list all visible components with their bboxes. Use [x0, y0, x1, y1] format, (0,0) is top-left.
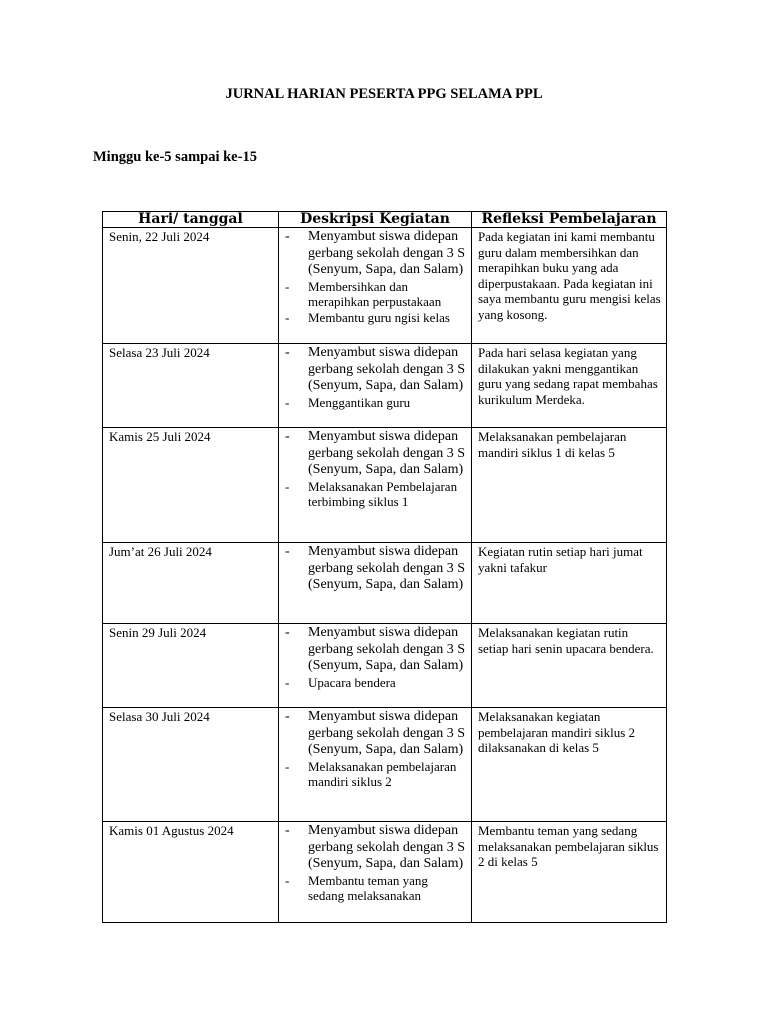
description-cell [279, 624, 472, 708]
activity-item [285, 873, 466, 904]
activity-item [285, 823, 466, 873]
activity-item [285, 479, 466, 510]
activity-list [285, 345, 466, 410]
bullet-dash: - [285, 823, 290, 838]
activity-text: Menyambut siswa didepan gerbang sekolah dengan 3 S (Senyum, Sapa, dan Salam) [308, 709, 466, 757]
description-cell [279, 228, 472, 344]
reflection-cell: Pada hari selasa kegiatan yang dilakukan yakni menggantikan guru yang sedang rapat membahas kurikulum Merdeka. [472, 344, 667, 428]
activity-text: Membantu guru ngisi kelas [308, 309, 450, 325]
activity-item [285, 279, 466, 310]
activity-item [285, 709, 466, 759]
activity-text: Menyambut siswa didepan gerbang sekolah dengan 3 S (Senyum, Sapa, dan Salam) [308, 429, 466, 477]
activity-item [285, 345, 466, 395]
date-cell: Jum’at 26 Juli 2024 [103, 543, 279, 624]
bullet-dash: - [285, 709, 290, 724]
activity-list [285, 709, 466, 790]
table-row [103, 543, 667, 624]
activity-item [285, 429, 466, 479]
activity-list [285, 229, 466, 325]
table-row [103, 344, 667, 428]
reflection-cell: Melaksanakan pembelajaran mandiri siklus 1 di kelas 5 [472, 428, 667, 543]
activity-list [285, 823, 466, 904]
document-title: JURNAL HARIAN PESERTA PPG SELAMA PPL [225, 86, 543, 102]
activity-text: Menggantikan guru [308, 394, 411, 410]
table-row [103, 624, 667, 708]
reflection-cell: Membantu teman yang sedang melaksanakan pembelajaran siklus 2 di kelas 5 [472, 822, 667, 923]
activity-text: Membersihkan dan merapihkan perpustakaan [308, 278, 442, 309]
bullet-dash: - [285, 345, 290, 360]
activity-text: Menyambut siswa didepan gerbang sekolah dengan 3 S (Senyum, Sapa, dan Salam) [308, 345, 466, 393]
journal-table-header [103, 212, 667, 228]
week-range-subtitle: Minggu ke-5 sampai ke-15 [93, 149, 257, 165]
table-row [103, 708, 667, 822]
activity-text: Upacara bendera [308, 674, 396, 690]
activity-item [285, 544, 466, 594]
activity-text: Melaksanakan pembelajaran mandiri siklus 2 [308, 758, 457, 789]
activity-item [285, 395, 466, 411]
date-cell: Kamis 01 Agustus 2024 [103, 822, 279, 923]
table-row [103, 822, 667, 923]
description-cell [279, 543, 472, 624]
activity-text: Melaksanakan Pembelajaran terbimbing siklus 1 [308, 478, 458, 509]
reflection-cell: Melaksanakan kegiatan pembelajaran mandiri siklus 2 dilaksanakan di kelas 5 [472, 708, 667, 822]
bullet-dash: - [285, 674, 290, 690]
journal-table [102, 211, 667, 923]
journal-table-body [103, 228, 667, 923]
activity-text: Membantu teman yang sedang melaksanakan [308, 872, 428, 903]
date-cell: Selasa 30 Juli 2024 [103, 708, 279, 822]
bullet-dash: - [285, 872, 290, 888]
description-cell [279, 822, 472, 923]
table-row [103, 228, 667, 344]
activity-list [285, 625, 466, 690]
activity-item [285, 625, 466, 675]
description-cell [279, 344, 472, 428]
activity-item [285, 675, 466, 691]
bullet-dash: - [285, 394, 290, 410]
bullet-dash: - [285, 625, 290, 640]
header-row [103, 212, 667, 228]
activity-text: Menyambut siswa didepan gerbang sekolah dengan 3 S (Senyum, Sapa, dan Salam) [308, 544, 466, 592]
activity-list [285, 429, 466, 510]
table-row [103, 428, 667, 543]
bullet-dash: - [285, 429, 290, 444]
header-description: Deskripsi Kegiatan [279, 212, 472, 228]
description-cell [279, 428, 472, 543]
bullet-dash: - [285, 478, 290, 494]
date-cell: Selasa 23 Juli 2024 [103, 344, 279, 428]
bullet-dash: - [285, 278, 290, 294]
activity-item [285, 759, 466, 790]
bullet-dash: - [285, 309, 290, 325]
activity-text: Menyambut siswa didepan gerbang sekolah dengan 3 S (Senyum, Sapa, dan Salam) [308, 625, 466, 673]
description-cell [279, 708, 472, 822]
bullet-dash: - [285, 544, 290, 559]
activity-text: Menyambut siswa didepan gerbang sekolah dengan 3 S (Senyum, Sapa, dan Salam) [308, 823, 466, 871]
bullet-dash: - [285, 229, 290, 244]
reflection-cell: Pada kegiatan ini kami membantu guru dalam membersihkan dan merapihkan buku yang ada diperpustakaan. Pada kegiatan ini saya membantu guru mengisi kelas yang kosong. [472, 228, 667, 344]
activity-item [285, 229, 466, 279]
date-cell: Senin 29 Juli 2024 [103, 624, 279, 708]
header-reflection: Refleksi Pembelajaran [472, 212, 667, 228]
activity-text: Menyambut siswa didepan gerbang sekolah dengan 3 S (Senyum, Sapa, dan Salam) [308, 229, 466, 277]
reflection-cell: Kegiatan rutin setiap hari jumat yakni tafakur [472, 543, 667, 624]
date-cell: Senin, 22 Juli 2024 [103, 228, 279, 344]
bullet-dash: - [285, 758, 290, 774]
date-cell: Kamis 25 Juli 2024 [103, 428, 279, 543]
activity-item [285, 310, 466, 326]
activity-list [285, 544, 466, 594]
header-date: Hari/ tanggal [103, 212, 279, 228]
reflection-cell: Melaksanakan kegiatan rutin setiap hari senin upacara bendera. [472, 624, 667, 708]
